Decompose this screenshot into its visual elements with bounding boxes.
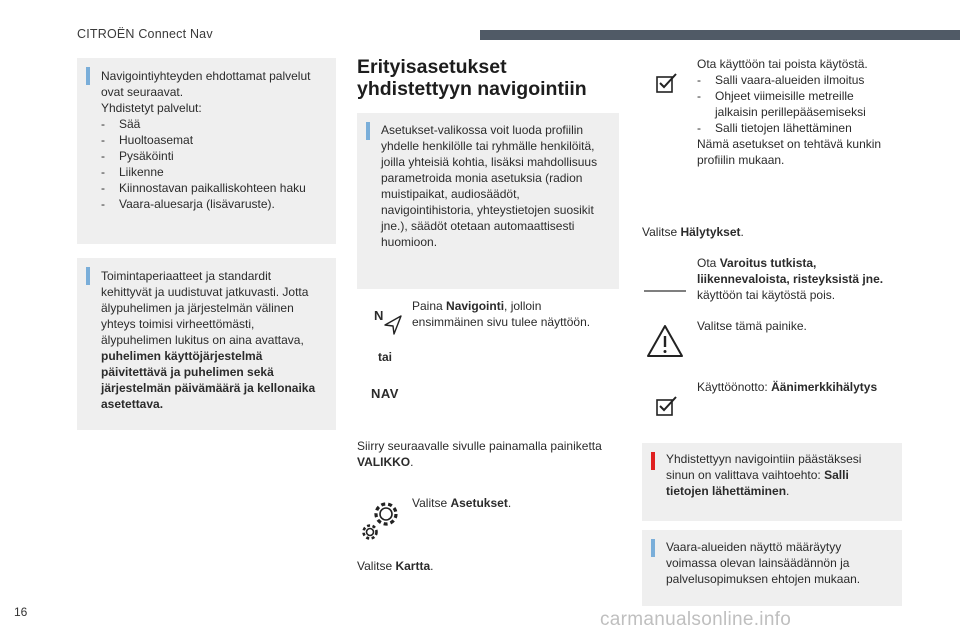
- list-item: - Salli vaara-alueiden ilmoitus: [697, 72, 897, 88]
- info-note-services: [77, 58, 336, 244]
- toggle-options-list: [697, 72, 897, 136]
- info-flag-icon: [86, 267, 90, 285]
- step-navigation: Paina Navigointi, jolloin ensimmäinen sivu tulee näyttöön.: [412, 299, 591, 329]
- nav-button-label: NAV: [371, 386, 399, 401]
- services-list: [101, 116, 324, 212]
- list-item: - Sää: [101, 116, 324, 132]
- radar-warning-option: Ota Varoitus tutkista, liikennevaloista, risteyksistä jne. käyttöön tai käytöstä pois.: [697, 256, 884, 302]
- header-bar: [480, 30, 960, 40]
- warning-note-data-sharing: [642, 443, 902, 521]
- slider-line-icon: [644, 281, 686, 285]
- step-menu: Siirry seuraavalle sivulle painamalla painiketta VALIKKO.: [357, 439, 602, 469]
- warning-triangle-icon: [645, 323, 685, 359]
- settings-gears-icon: [360, 497, 402, 543]
- smartphone-note-bold: puhelimen käyttöjärjestelmä päivitettävä ja puhelimen sekä järjestelmän päivämäärä ja kellonaika asetettava.: [101, 349, 316, 411]
- navigation-icon: [372, 308, 406, 338]
- smartphone-note-text: Toimintaperiaatteet ja standardit kehittyvät ja uudistuvat jatkuvasti. Jotta älypuhelimen ja järjestelmän välinen yhteys toimisi virheettömästi, älypuhelimen lukitus on aina avattava, puhelimen käyttöjärjestelmä päivitettävä ja puhelimen sekä järjestelmän päivämäärä ja kellonaika asetettava.: [101, 269, 316, 411]
- toggle-intro: Ota käyttöön tai poista käytöstä.: [697, 57, 868, 71]
- watermark: carmanualsonline.info: [600, 609, 792, 630]
- checkbox-checked-icon: [655, 72, 679, 94]
- step-alerts: Valitse Hälytykset.: [642, 225, 744, 239]
- list-item: - Kiinnostavan paikalliskohteen haku: [101, 180, 324, 196]
- page-number: 16: [14, 605, 28, 619]
- info-note-profiles: [357, 113, 619, 289]
- info-flag-icon: [86, 67, 90, 85]
- select-button-text: Valitse tämä painike.: [697, 319, 807, 333]
- info-note-danger-zones: [642, 530, 902, 606]
- section-title: Erityisasetukset yhdistettyyn navigointiin: [357, 56, 587, 100]
- checkbox-checked-icon: [655, 395, 679, 417]
- profiles-note-text: Asetukset-valikossa voit luoda profiilin yhdelle henkilölle tai ryhmälle henkilöitä, joilla yhteisiä kohtia, lisäksi mahdollisuus parametroida monia asetuksia (radion muistipaikat, audiosäädöt, navigointihistoria, yhteystietojen suosikit jne.), säädöt otetaan automaattisesti huomioon.: [381, 123, 598, 249]
- warning-flag-icon: [651, 452, 655, 470]
- sound-alert-option: Käyttöönotto: Äänimerkkihälytys: [697, 380, 878, 394]
- list-item: - Ohjeet viimeisille metreille jalkaisin perillepääsemiseksi: [697, 88, 897, 120]
- list-item: - Salli tietojen lähettäminen: [697, 120, 897, 136]
- info-flag-icon: [651, 539, 655, 557]
- warning-note-text: Yhdistettyyn navigointiin päästäksesi sinun on valittava vaihtoehto: Salli tietojen lähettäminen.: [666, 452, 862, 498]
- list-item: - Liikenne: [101, 164, 324, 180]
- navigation-arrow-icon: [382, 314, 404, 336]
- danger-zones-note-text: Vaara-alueiden näyttö määräytyy voimassa olevan lainsäädännön ja palvelusopimuksen ehtojen mukaan.: [666, 540, 861, 586]
- step-settings: Valitse Asetukset.: [412, 496, 512, 510]
- toggle-outro: Nämä asetukset on tehtävä kunkin profiilin mukaan.: [697, 137, 882, 167]
- toggle-options-block: [697, 56, 897, 168]
- info-note-smartphone: [77, 258, 336, 430]
- list-item: - Pysäköinti: [101, 148, 324, 164]
- step-map: Valitse Kartta.: [357, 559, 434, 573]
- list-item: - Huoltoasemat: [101, 132, 324, 148]
- services-intro: Navigointiyhteyden ehdottamat palvelut ovat seuraavat.: [101, 69, 311, 99]
- running-header: CITROËN Connect Nav: [77, 27, 213, 41]
- nav-n-label: N: [374, 308, 384, 323]
- list-item: - Vaara-aluesarja (lisävaruste).: [101, 196, 324, 212]
- info-flag-icon: [366, 122, 370, 140]
- services-subtitle: Yhdistetyt palvelut:: [101, 101, 202, 115]
- or-label: tai: [378, 350, 393, 364]
